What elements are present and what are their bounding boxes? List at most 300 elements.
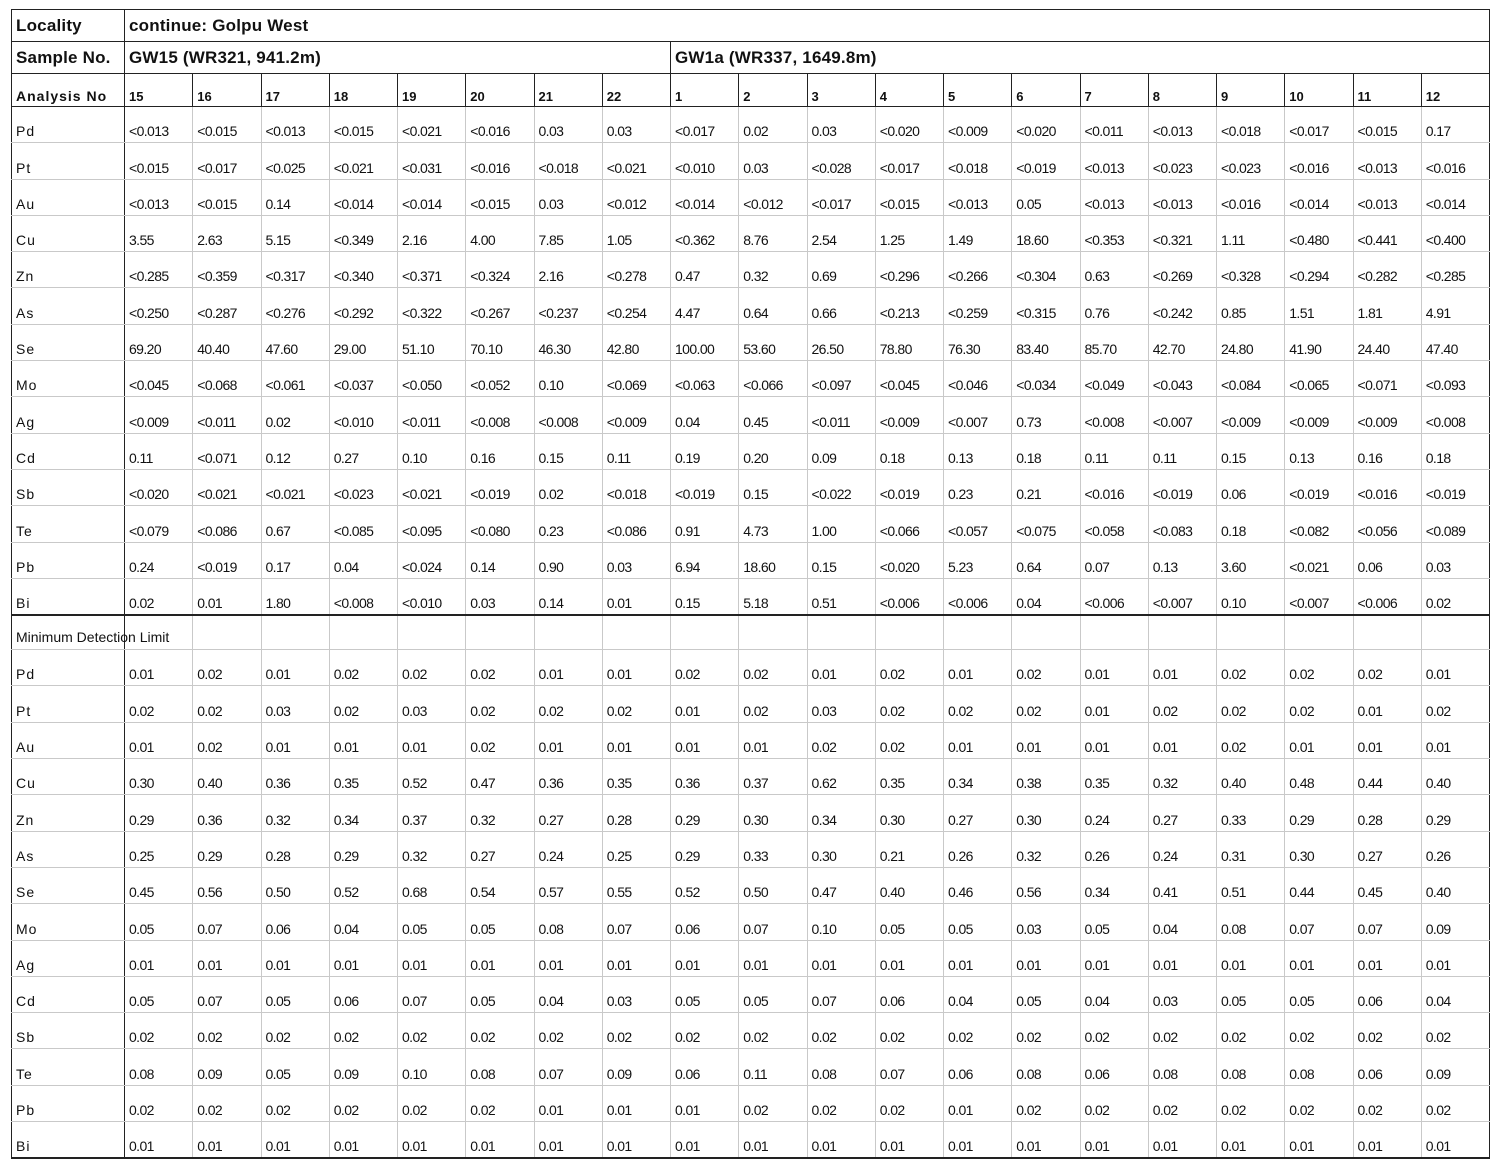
value-cell: <0.269 — [1148, 252, 1216, 288]
value-cell: <0.242 — [1148, 288, 1216, 324]
value-cell: 0.02 — [534, 686, 602, 722]
value-cell: 0.06 — [261, 904, 329, 940]
value-cell: 0.04 — [534, 976, 602, 1012]
value-cell: <0.020 — [1012, 107, 1080, 143]
value-cell: <0.012 — [602, 179, 670, 215]
value-cell: <0.016 — [1217, 179, 1285, 215]
value-cell: 0.30 — [1285, 831, 1353, 867]
value-cell: 0.32 — [1012, 831, 1080, 867]
value-cell: <0.016 — [1080, 469, 1148, 505]
value-cell: 0.26 — [1080, 831, 1148, 867]
table-row — [12, 215, 1490, 251]
value-cell: 0.05 — [1012, 976, 1080, 1012]
value-cell: 0.02 — [125, 686, 193, 722]
value-cell: <0.019 — [671, 469, 739, 505]
value-cell: 0.03 — [739, 143, 807, 179]
value-cell: 3.60 — [1217, 542, 1285, 578]
value-cell: <0.008 — [329, 578, 397, 615]
element-label: Te — [12, 1049, 125, 1085]
value-cell: 0.02 — [1421, 1085, 1490, 1121]
value-cell: 2.16 — [398, 215, 466, 251]
element-label: Pd — [12, 107, 125, 143]
value-cell: 1.49 — [944, 215, 1012, 251]
value-cell: 0.01 — [1012, 1122, 1080, 1159]
value-cell: 0.03 — [602, 542, 670, 578]
value-cell: 0.02 — [739, 686, 807, 722]
value-cell: 0.45 — [739, 397, 807, 433]
value-cell: 0.45 — [125, 867, 193, 903]
empty-cell — [739, 615, 807, 650]
value-cell: 0.21 — [1012, 469, 1080, 505]
value-cell: 0.09 — [807, 433, 875, 469]
value-cell: 4.47 — [671, 288, 739, 324]
value-cell: <0.031 — [398, 143, 466, 179]
value-cell: 0.01 — [398, 940, 466, 976]
value-cell: 0.02 — [602, 686, 670, 722]
analysis-number: 10 — [1285, 74, 1353, 107]
value-cell: 0.01 — [125, 1122, 193, 1159]
value-cell: 0.05 — [739, 976, 807, 1012]
value-cell: <0.276 — [261, 288, 329, 324]
value-cell: 0.90 — [534, 542, 602, 578]
value-cell: <0.009 — [875, 397, 943, 433]
value-cell: <0.025 — [261, 143, 329, 179]
value-cell: <0.013 — [125, 107, 193, 143]
value-cell: 0.02 — [875, 686, 943, 722]
value-cell: 0.68 — [398, 867, 466, 903]
value-cell: <0.013 — [944, 179, 1012, 215]
table-row — [12, 288, 1490, 324]
value-cell: 0.30 — [1012, 795, 1080, 831]
value-cell: 0.02 — [1148, 686, 1216, 722]
value-cell: <0.065 — [1285, 361, 1353, 397]
value-cell: 0.51 — [1217, 867, 1285, 903]
value-cell: <0.011 — [398, 397, 466, 433]
value-cell: 3.55 — [125, 215, 193, 251]
value-cell: <0.008 — [1080, 397, 1148, 433]
element-label: Pb — [12, 542, 125, 578]
value-cell: 0.52 — [398, 759, 466, 795]
value-cell: 47.40 — [1421, 324, 1490, 360]
value-cell: <0.013 — [125, 179, 193, 215]
value-cell: <0.324 — [466, 252, 534, 288]
value-cell: 0.07 — [602, 904, 670, 940]
empty-cell — [1080, 615, 1148, 650]
value-cell: 51.10 — [398, 324, 466, 360]
value-cell: 69.20 — [125, 324, 193, 360]
value-cell: 0.24 — [1148, 831, 1216, 867]
value-cell: <0.045 — [875, 361, 943, 397]
value-cell: <0.317 — [261, 252, 329, 288]
value-cell: <0.007 — [1285, 578, 1353, 615]
value-cell: 0.01 — [125, 940, 193, 976]
empty-cell — [329, 615, 397, 650]
value-cell: <0.015 — [1353, 107, 1421, 143]
value-cell: <0.009 — [1353, 397, 1421, 433]
value-cell: 0.67 — [261, 506, 329, 542]
value-cell: 0.02 — [125, 578, 193, 615]
value-cell: 0.02 — [739, 107, 807, 143]
value-cell: 0.02 — [1353, 1085, 1421, 1121]
value-cell: 0.27 — [329, 433, 397, 469]
analysis-number: 6 — [1012, 74, 1080, 107]
value-cell: 2.54 — [807, 215, 875, 251]
value-cell: 0.32 — [739, 252, 807, 288]
value-cell: <0.021 — [193, 469, 261, 505]
value-cell: <0.058 — [1080, 506, 1148, 542]
value-cell: 0.91 — [671, 506, 739, 542]
empty-cell — [466, 615, 534, 650]
value-cell: 0.03 — [261, 686, 329, 722]
value-cell: 0.08 — [125, 1049, 193, 1085]
value-cell: 0.07 — [1285, 904, 1353, 940]
value-cell: 42.70 — [1148, 324, 1216, 360]
value-cell: 18.60 — [1012, 215, 1080, 251]
element-label: Ag — [12, 397, 125, 433]
value-cell: 0.02 — [1217, 650, 1285, 686]
analysis-number: 1 — [671, 74, 739, 107]
empty-cell — [875, 615, 943, 650]
value-cell: 0.01 — [1080, 686, 1148, 722]
value-cell: <0.016 — [1285, 143, 1353, 179]
value-cell: 0.07 — [1353, 904, 1421, 940]
locality-value: continue: Golpu West — [125, 10, 1490, 42]
value-cell: <0.021 — [1285, 542, 1353, 578]
value-cell: 0.56 — [1012, 867, 1080, 903]
value-cell: 0.04 — [329, 904, 397, 940]
value-cell: 18.60 — [739, 542, 807, 578]
value-cell: <0.282 — [1353, 252, 1421, 288]
value-cell: 0.20 — [739, 433, 807, 469]
value-cell: <0.071 — [1353, 361, 1421, 397]
value-cell: 0.32 — [261, 795, 329, 831]
value-cell: 0.02 — [1285, 650, 1353, 686]
value-cell: 0.02 — [1421, 686, 1490, 722]
value-cell: <0.006 — [875, 578, 943, 615]
value-cell: 0.29 — [125, 795, 193, 831]
value-cell: 0.26 — [1421, 831, 1490, 867]
value-cell: 0.01 — [1148, 940, 1216, 976]
value-cell: <0.278 — [602, 252, 670, 288]
element-label: Se — [12, 324, 125, 360]
value-cell: <0.046 — [944, 361, 1012, 397]
value-cell: 0.01 — [1012, 940, 1080, 976]
table-row — [12, 107, 1490, 143]
value-cell: 0.30 — [125, 759, 193, 795]
value-cell: <0.018 — [534, 143, 602, 179]
table-row — [12, 578, 1490, 615]
value-cell: <0.052 — [466, 361, 534, 397]
value-cell: 0.02 — [1285, 686, 1353, 722]
value-cell: 0.09 — [602, 1049, 670, 1085]
value-cell: <0.015 — [193, 107, 261, 143]
value-cell: <0.006 — [1080, 578, 1148, 615]
value-cell: 0.05 — [261, 1049, 329, 1085]
value-cell: 0.02 — [125, 1085, 193, 1121]
value-cell: 0.02 — [1217, 722, 1285, 758]
value-cell: <0.021 — [398, 107, 466, 143]
table-row — [12, 904, 1490, 940]
value-cell: 0.09 — [1421, 1049, 1490, 1085]
value-cell: 4.00 — [466, 215, 534, 251]
value-cell: 0.35 — [329, 759, 397, 795]
value-cell: 0.02 — [329, 686, 397, 722]
value-cell: 0.01 — [125, 650, 193, 686]
value-cell: 0.04 — [1080, 976, 1148, 1012]
value-cell: 1.81 — [1353, 288, 1421, 324]
value-cell: 0.02 — [466, 686, 534, 722]
value-cell: 0.37 — [739, 759, 807, 795]
value-cell: 0.02 — [1080, 1013, 1148, 1049]
value-cell: 0.01 — [1353, 940, 1421, 976]
value-cell: 0.27 — [1148, 795, 1216, 831]
value-cell: <0.321 — [1148, 215, 1216, 251]
value-cell: <0.086 — [193, 506, 261, 542]
value-cell: <0.022 — [807, 469, 875, 505]
value-cell: <0.069 — [602, 361, 670, 397]
value-cell: 0.30 — [875, 795, 943, 831]
value-cell: 0.25 — [602, 831, 670, 867]
analysis-number: 3 — [807, 74, 875, 107]
value-cell: 0.14 — [534, 578, 602, 615]
value-cell: 8.76 — [739, 215, 807, 251]
value-cell: 0.40 — [1421, 759, 1490, 795]
value-cell: <0.014 — [671, 179, 739, 215]
value-cell: 0.29 — [671, 831, 739, 867]
value-cell: 0.02 — [1285, 1085, 1353, 1121]
value-cell: <0.021 — [261, 469, 329, 505]
value-cell: <0.014 — [398, 179, 466, 215]
value-cell: 0.02 — [671, 650, 739, 686]
value-cell: <0.349 — [329, 215, 397, 251]
value-cell: 0.04 — [1012, 578, 1080, 615]
value-cell: 0.06 — [944, 1049, 1012, 1085]
value-cell: 0.03 — [398, 686, 466, 722]
value-cell: <0.009 — [1285, 397, 1353, 433]
value-cell: 0.01 — [671, 1122, 739, 1159]
table-row — [12, 759, 1490, 795]
value-cell: 0.05 — [875, 904, 943, 940]
element-label: Mo — [12, 904, 125, 940]
table-row — [12, 179, 1490, 215]
value-cell: 0.01 — [875, 1122, 943, 1159]
table-row — [12, 867, 1490, 903]
value-cell: 0.02 — [1353, 650, 1421, 686]
value-cell: 76.30 — [944, 324, 1012, 360]
value-cell: 0.76 — [1080, 288, 1148, 324]
value-cell: 0.51 — [807, 578, 875, 615]
value-cell: 0.27 — [466, 831, 534, 867]
value-cell: <0.013 — [1148, 107, 1216, 143]
value-cell: 0.35 — [875, 759, 943, 795]
value-cell: 0.47 — [807, 867, 875, 903]
table-row — [12, 143, 1490, 179]
value-cell: 0.08 — [534, 904, 602, 940]
value-cell: 0.02 — [1217, 1013, 1285, 1049]
value-cell: 0.02 — [1012, 686, 1080, 722]
element-label: Bi — [12, 578, 125, 615]
value-cell: 0.45 — [1353, 867, 1421, 903]
value-cell: <0.017 — [671, 107, 739, 143]
element-label: Zn — [12, 252, 125, 288]
value-cell: <0.017 — [807, 179, 875, 215]
value-cell: 0.11 — [1080, 433, 1148, 469]
value-cell: 0.02 — [466, 650, 534, 686]
value-cell: 0.01 — [261, 650, 329, 686]
value-cell: <0.362 — [671, 215, 739, 251]
value-cell: 0.01 — [193, 578, 261, 615]
value-cell: <0.014 — [1285, 179, 1353, 215]
value-cell: 0.15 — [1217, 433, 1285, 469]
value-cell: 0.01 — [671, 686, 739, 722]
value-cell: 0.02 — [193, 686, 261, 722]
value-cell: 0.01 — [1012, 722, 1080, 758]
value-cell: 0.08 — [1012, 1049, 1080, 1085]
value-cell: <0.015 — [125, 143, 193, 179]
value-cell: <0.015 — [875, 179, 943, 215]
empty-cell — [1285, 615, 1353, 650]
value-cell: 0.01 — [1080, 722, 1148, 758]
value-cell: <0.057 — [944, 506, 1012, 542]
value-cell: <0.082 — [1285, 506, 1353, 542]
value-cell: 0.24 — [125, 542, 193, 578]
value-cell: <0.093 — [1421, 361, 1490, 397]
value-cell: 0.02 — [193, 1085, 261, 1121]
value-cell: <0.019 — [875, 469, 943, 505]
value-cell: 0.15 — [807, 542, 875, 578]
value-cell: <0.322 — [398, 288, 466, 324]
value-cell: 0.36 — [671, 759, 739, 795]
sample-label: Sample No. — [12, 42, 125, 74]
value-cell: 0.06 — [329, 976, 397, 1012]
value-cell: 0.15 — [671, 578, 739, 615]
value-cell: <0.010 — [329, 397, 397, 433]
value-cell: 0.57 — [534, 867, 602, 903]
value-cell: 0.30 — [807, 831, 875, 867]
value-cell: <0.294 — [1285, 252, 1353, 288]
empty-cell — [1217, 615, 1285, 650]
value-cell: 0.02 — [329, 650, 397, 686]
value-cell: <0.084 — [1217, 361, 1285, 397]
value-cell: <0.024 — [398, 542, 466, 578]
value-cell: 0.01 — [261, 1122, 329, 1159]
value-cell: 0.01 — [534, 1122, 602, 1159]
value-cell: 0.02 — [398, 1085, 466, 1121]
value-cell: <0.021 — [602, 143, 670, 179]
value-cell: 0.18 — [875, 433, 943, 469]
value-cell: <0.013 — [1148, 179, 1216, 215]
element-label: Pb — [12, 1085, 125, 1121]
value-cell: 0.06 — [1353, 542, 1421, 578]
value-cell: <0.315 — [1012, 288, 1080, 324]
value-cell: 5.18 — [739, 578, 807, 615]
value-cell: 0.73 — [1012, 397, 1080, 433]
value-cell: <0.007 — [1148, 578, 1216, 615]
value-cell: <0.013 — [1080, 143, 1148, 179]
value-cell: 0.05 — [261, 976, 329, 1012]
value-cell: 0.13 — [944, 433, 1012, 469]
value-cell: 0.33 — [739, 831, 807, 867]
value-cell: 0.34 — [807, 795, 875, 831]
element-label: Bi — [12, 1122, 125, 1159]
value-cell: <0.008 — [534, 397, 602, 433]
value-cell: 0.02 — [807, 1085, 875, 1121]
value-cell: 0.01 — [1421, 940, 1490, 976]
value-cell: <0.011 — [1080, 107, 1148, 143]
table-row — [12, 1085, 1490, 1121]
value-cell: 0.13 — [1285, 433, 1353, 469]
value-cell: 0.35 — [1080, 759, 1148, 795]
value-cell: 0.07 — [534, 1049, 602, 1085]
value-cell: 0.01 — [261, 722, 329, 758]
value-cell: 0.07 — [193, 904, 261, 940]
value-cell: 0.01 — [1080, 650, 1148, 686]
mdl-label: Minimum Detection Limit — [12, 615, 125, 650]
value-cell: <0.021 — [329, 143, 397, 179]
analysis-number: 4 — [875, 74, 943, 107]
value-cell: <0.014 — [1421, 179, 1490, 215]
value-cell: 0.23 — [534, 506, 602, 542]
value-cell: 0.85 — [1217, 288, 1285, 324]
element-label: Cu — [12, 215, 125, 251]
value-cell: 0.01 — [534, 1085, 602, 1121]
value-cell: <0.075 — [1012, 506, 1080, 542]
value-cell: <0.016 — [466, 143, 534, 179]
value-cell: 0.12 — [261, 433, 329, 469]
value-cell: 0.01 — [1421, 722, 1490, 758]
value-cell: 0.02 — [807, 1013, 875, 1049]
value-cell: 0.05 — [1080, 904, 1148, 940]
table-row — [12, 469, 1490, 505]
table-row — [12, 361, 1490, 397]
value-cell: 0.02 — [534, 469, 602, 505]
empty-cell — [1353, 615, 1421, 650]
value-cell: 0.01 — [466, 1122, 534, 1159]
value-cell: 0.69 — [807, 252, 875, 288]
value-cell: 0.02 — [193, 1013, 261, 1049]
value-cell: 0.46 — [944, 867, 1012, 903]
value-cell: <0.007 — [944, 397, 1012, 433]
value-cell: 0.01 — [807, 650, 875, 686]
value-cell: 0.01 — [671, 940, 739, 976]
value-cell: 0.66 — [807, 288, 875, 324]
value-cell: 0.02 — [1421, 1013, 1490, 1049]
value-cell: 0.32 — [1148, 759, 1216, 795]
value-cell: 0.10 — [1217, 578, 1285, 615]
value-cell: 0.03 — [466, 578, 534, 615]
element-label: Pt — [12, 686, 125, 722]
value-cell: 0.02 — [739, 650, 807, 686]
value-cell: <0.011 — [193, 397, 261, 433]
value-cell: 0.02 — [1012, 650, 1080, 686]
table-row — [12, 722, 1490, 758]
value-cell: 0.62 — [807, 759, 875, 795]
sample-b: GW1a (WR337, 1649.8m) — [671, 42, 1490, 74]
value-cell: <0.013 — [1353, 179, 1421, 215]
value-cell: 0.01 — [534, 722, 602, 758]
value-cell: <0.089 — [1421, 506, 1490, 542]
value-cell: 0.01 — [944, 650, 1012, 686]
value-cell: 5.23 — [944, 542, 1012, 578]
value-cell: 0.05 — [398, 904, 466, 940]
value-cell: 0.06 — [1353, 976, 1421, 1012]
value-cell: 0.01 — [602, 722, 670, 758]
spreadsheet — [11, 9, 1490, 1159]
value-cell: 0.01 — [1285, 940, 1353, 976]
value-cell: 0.01 — [329, 722, 397, 758]
value-cell: 0.04 — [671, 397, 739, 433]
value-cell: 1.00 — [807, 506, 875, 542]
